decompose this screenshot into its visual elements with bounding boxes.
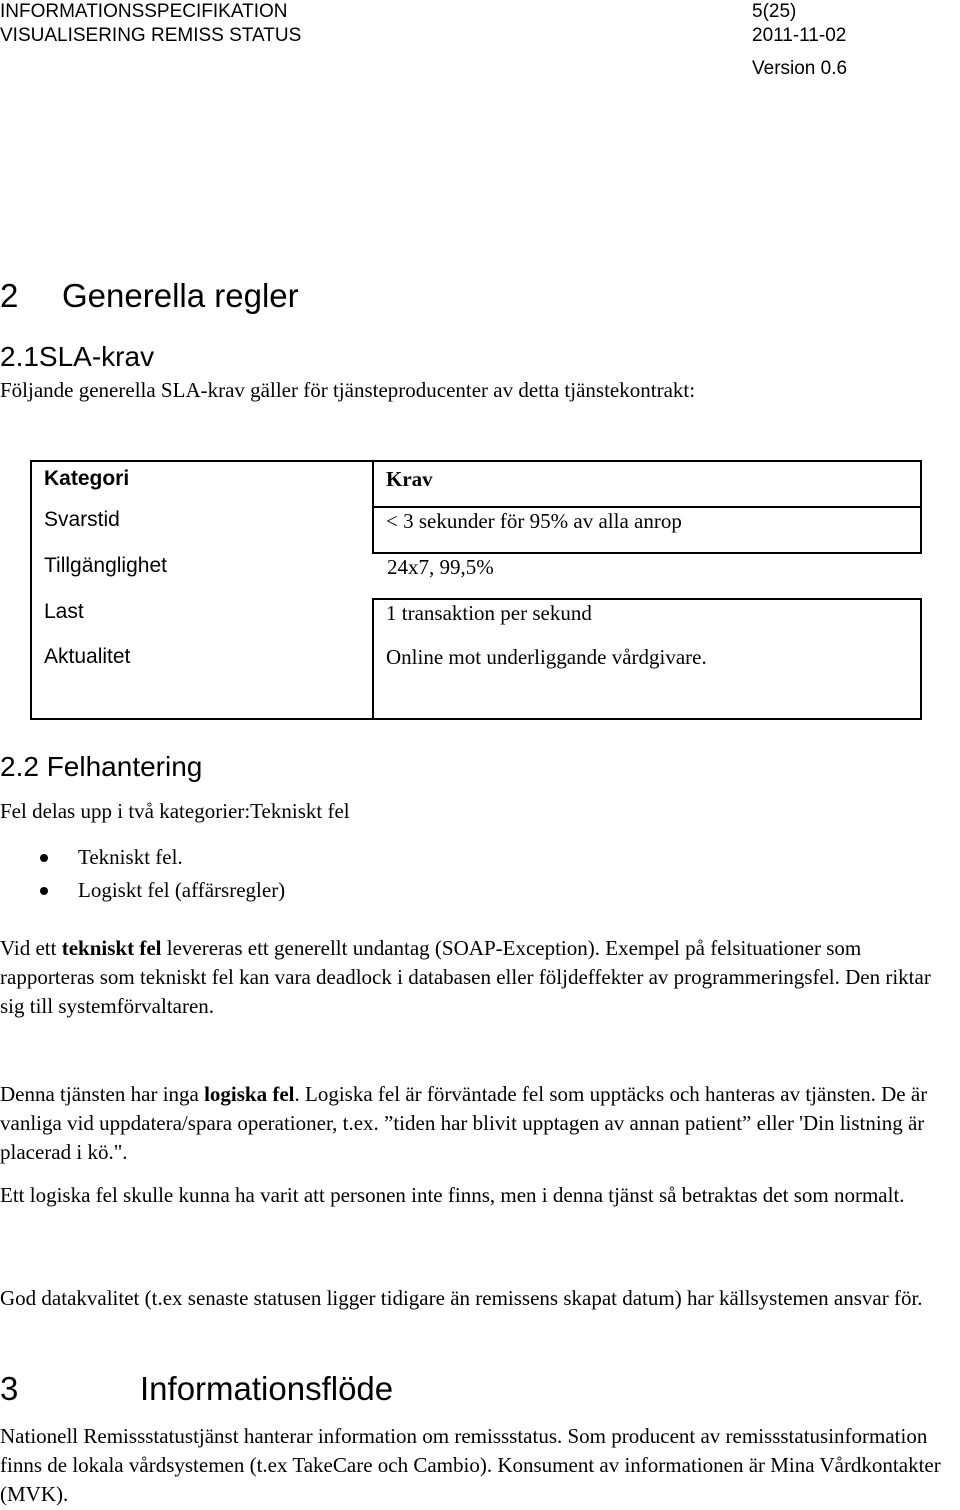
section-2-heading: [0, 276, 299, 316]
sla-header-krav: Krav: [373, 461, 921, 507]
sla-cell-kategori: Aktualitet: [31, 644, 373, 719]
table-row: [31, 507, 921, 553]
list-item: Tekniskt fel.: [0, 841, 285, 874]
error-category-list: [0, 841, 285, 907]
sla-table-header-row: [31, 461, 921, 507]
sla-cell-kategori: Tillgänglighet: [31, 553, 373, 599]
list-item: Logiskt fel (affärsregler): [0, 874, 285, 907]
logical-error-paragraph: Denna tjänsten har inga logiska fel. Logiska fel är förväntade fel som upptäcks och hanteras av tjänsten. De är vanliga vid uppdatera/spara operationer, t.ex. ”tiden har blivit upptagen av annan patient” eller 'Din listning är placerad i kö.".: [0, 1082, 928, 1164]
table-row: [31, 599, 921, 644]
section-3-title: Informationsflöde: [140, 1370, 394, 1407]
section-2-2-heading: 2.2 Felhantering: [0, 751, 203, 782]
doc-date: 2011-11-02: [752, 25, 847, 46]
sla-cell-kategori: Svarstid: [31, 507, 373, 553]
bullet-icon: [40, 887, 48, 895]
sla-header-kategori: Kategori: [31, 461, 373, 507]
technical-error-paragraph: Vid ett tekniskt fel levereras ett generellt undantag (SOAP-Exception). Exempel på felsituationer som rapporteras som tekniskt fel kan vara deadlock i databasen eller följdeffekter av programmeringsfel. Den riktar sig till systemförvaltaren.: [0, 936, 931, 1018]
sla-cell-krav: Online mot underliggande vårdgivare.: [373, 644, 921, 719]
section-2-1-intro: Följande generella SLA-krav gäller för tjänsteproducenter av detta tjänstekontrakt:: [0, 378, 696, 402]
section-2-1-heading: 2.1SLA-krav: [0, 341, 155, 372]
section-2-number: 2: [0, 277, 19, 314]
sla-table: [30, 460, 922, 720]
doc-header-title: [0, 0, 301, 48]
table-row: [31, 644, 921, 719]
sla-cell-krav: 1 transaktion per sekund: [373, 599, 921, 644]
page-number: 5(25): [752, 1, 797, 22]
sla-cell-krav: < 3 sekunder för 95% av alla anrop: [373, 507, 921, 553]
doc-version: Version 0.6: [752, 58, 848, 79]
bold-term: tekniskt fel: [61, 936, 162, 960]
bold-term: logiska fel: [204, 1082, 295, 1106]
table-row: [31, 553, 921, 599]
doc-header-meta: [752, 0, 847, 81]
section-2-title: Generella regler: [62, 277, 299, 314]
section-3-paragraph: Nationell Remissstatustjänst hanterar information om remissstatus. Som producent av remissstatusinformation finns de lokala vårdsystemen (t.ex TakeCare och Cambio). Konsument av informationen är Mina Vårdkontakter (MVK).: [0, 1424, 941, 1506]
doc-header-line1: INFORMATIONSSPECIFIKATION: [0, 1, 288, 22]
section-2-2-intro: Fel delas upp i två kategorier:Tekniskt fel: [0, 799, 350, 823]
bullet-icon: [40, 854, 48, 862]
sla-cell-krav: 24x7, 99,5%: [387, 555, 494, 579]
section-3-number: 3: [0, 1370, 19, 1407]
section-3-heading: [0, 1369, 393, 1409]
sla-cell-kategori: Last: [31, 599, 373, 644]
data-quality-paragraph: God datakvalitet (t.ex senaste statusen ligger tidigare än remissens skapat datum) har källsystemen ansvar för.: [0, 1286, 923, 1310]
doc-header-line2: VISUALISERING REMISS STATUS: [0, 25, 302, 46]
logical-error-example-paragraph: Ett logiska fel skulle kunna ha varit att personen inte finns, men i denna tjänst så betraktas det som normalt.: [0, 1183, 905, 1207]
